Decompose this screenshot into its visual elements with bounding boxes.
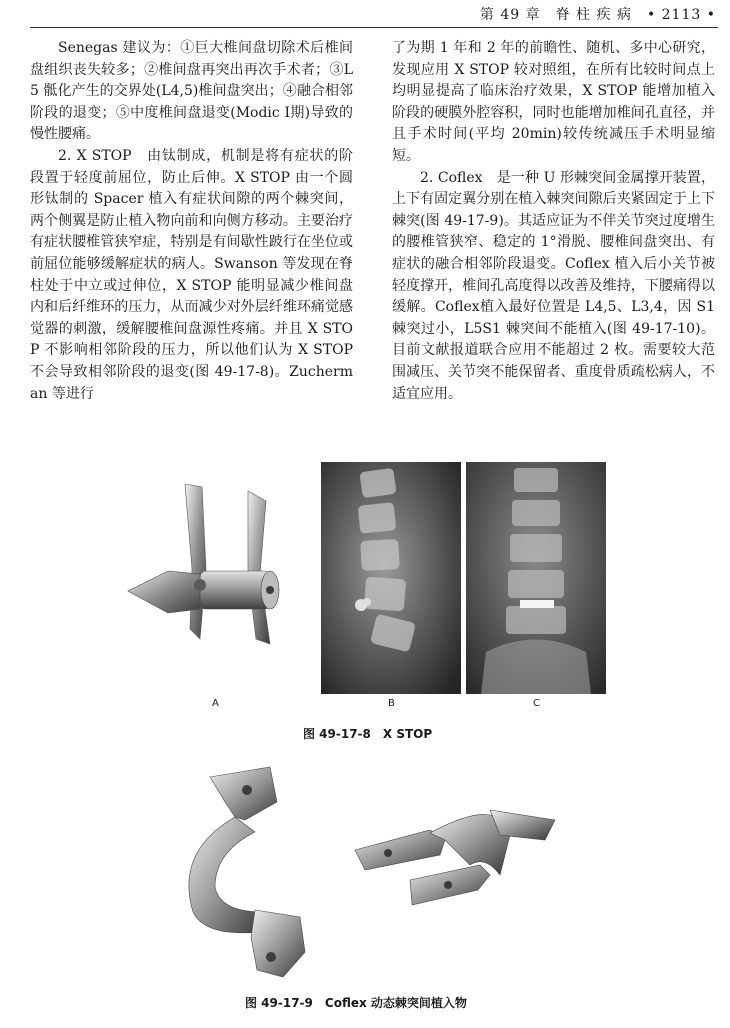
figure-ap-xray <box>466 462 606 694</box>
figure-8-label-a: A <box>212 698 219 709</box>
left-paragraph-1: Senegas 建议为：①巨大椎间盘切除术后椎间盘组织丧失较多；②椎间盘再突出再次手术者；③L5 骶化产生的交界处(L4,5)椎间盘突出；④融合相邻阶段的退变；⑤中度椎间盘退变(Modic Ⅰ期)导致的慢性腰痛。 <box>30 40 353 143</box>
right-paragraph-2: 2. Coflex 是一种 U 形棘突间金属撑开装置，上下有固定翼分别在植入棘突间隙后夹紧固定于上下棘突(图 49-17-9)。其适应证为不伴关节突过度增生的腰椎管狭窄、稳定的 1°滑脱、腰椎间盘突出、有症状的融合相邻阶段退变。Coflex 植入后小关节被轻度撑开，椎间孔高度得以改善及维持，下腰痛得以缓解。Coflex植入最好位置是 L4,5、L3,4，因 S1 棘突过小，L5S1 棘突间不能植入(图 49-17-10)。目前文献报道联合应用不能超过 2 枚。需要较大范围减压、关节突不能保留者、重度骨质疏松病人，不适宜应用。 <box>392 169 715 402</box>
figure-9-caption: 图 49-17-9 Coflex 动态棘突间植入物 <box>245 996 467 1010</box>
left-paragraph-2: 2. X STOP 由钛制成，机制是将有症状的阶段置于轻度前屈位，防止后伸。X STOP 由一个圆形钛制的 Spacer 植入有症状间隙的两个棘突间，两个侧翼是防止植入物向前和向侧方移动。主要治疗有症状腰椎管狭窄症，特别是有间歇性跛行在坐位或前屈位能够缓解症状的病人。Swanson 等发现在脊柱处于中立或过伸位，X STOP 能明显减少椎间盘内和后纤维环的压力，从而减少对外层纤维环痛觉感觉器的刺激，缓解腰椎间盘源性疼痛。并且 X STOP 不影响相邻阶段的压力，所以他们认为 X STOP 不会导致相邻阶段的退变(图 49-17-8)。Zucherman 等进行 <box>30 147 353 402</box>
right-column <box>392 38 715 405</box>
right-paragraph-1: 了为期 1 年和 2 年的前瞻性、随机、多中心研究，发现应用 X STOP 较对照组，在所有比较时间点上均明显提高了临床治疗效果，X STOP 能增加植入阶段的硬膜外腔容积，同时也能增加椎间孔直径，并且手术时间(平均 20min)较传统减压手术明显缩短。 <box>392 40 715 164</box>
figure-coflex-implant-photo-2 <box>350 795 560 935</box>
figure-xstop-implant-photo <box>120 479 310 679</box>
left-column <box>30 38 353 405</box>
figure-8-label-b: B <box>388 698 395 709</box>
header-rule <box>30 27 718 28</box>
running-head-text: 第 49 章 脊 柱 疾 病 • 2113 • <box>479 7 716 23</box>
figure-8-label-c: C <box>533 698 540 709</box>
running-head <box>0 0 730 26</box>
figure-lateral-xray <box>321 462 461 694</box>
figure-8-caption: 图 49-17-8 X STOP <box>303 727 433 741</box>
figure-coflex-implant-photo-1 <box>165 762 340 982</box>
